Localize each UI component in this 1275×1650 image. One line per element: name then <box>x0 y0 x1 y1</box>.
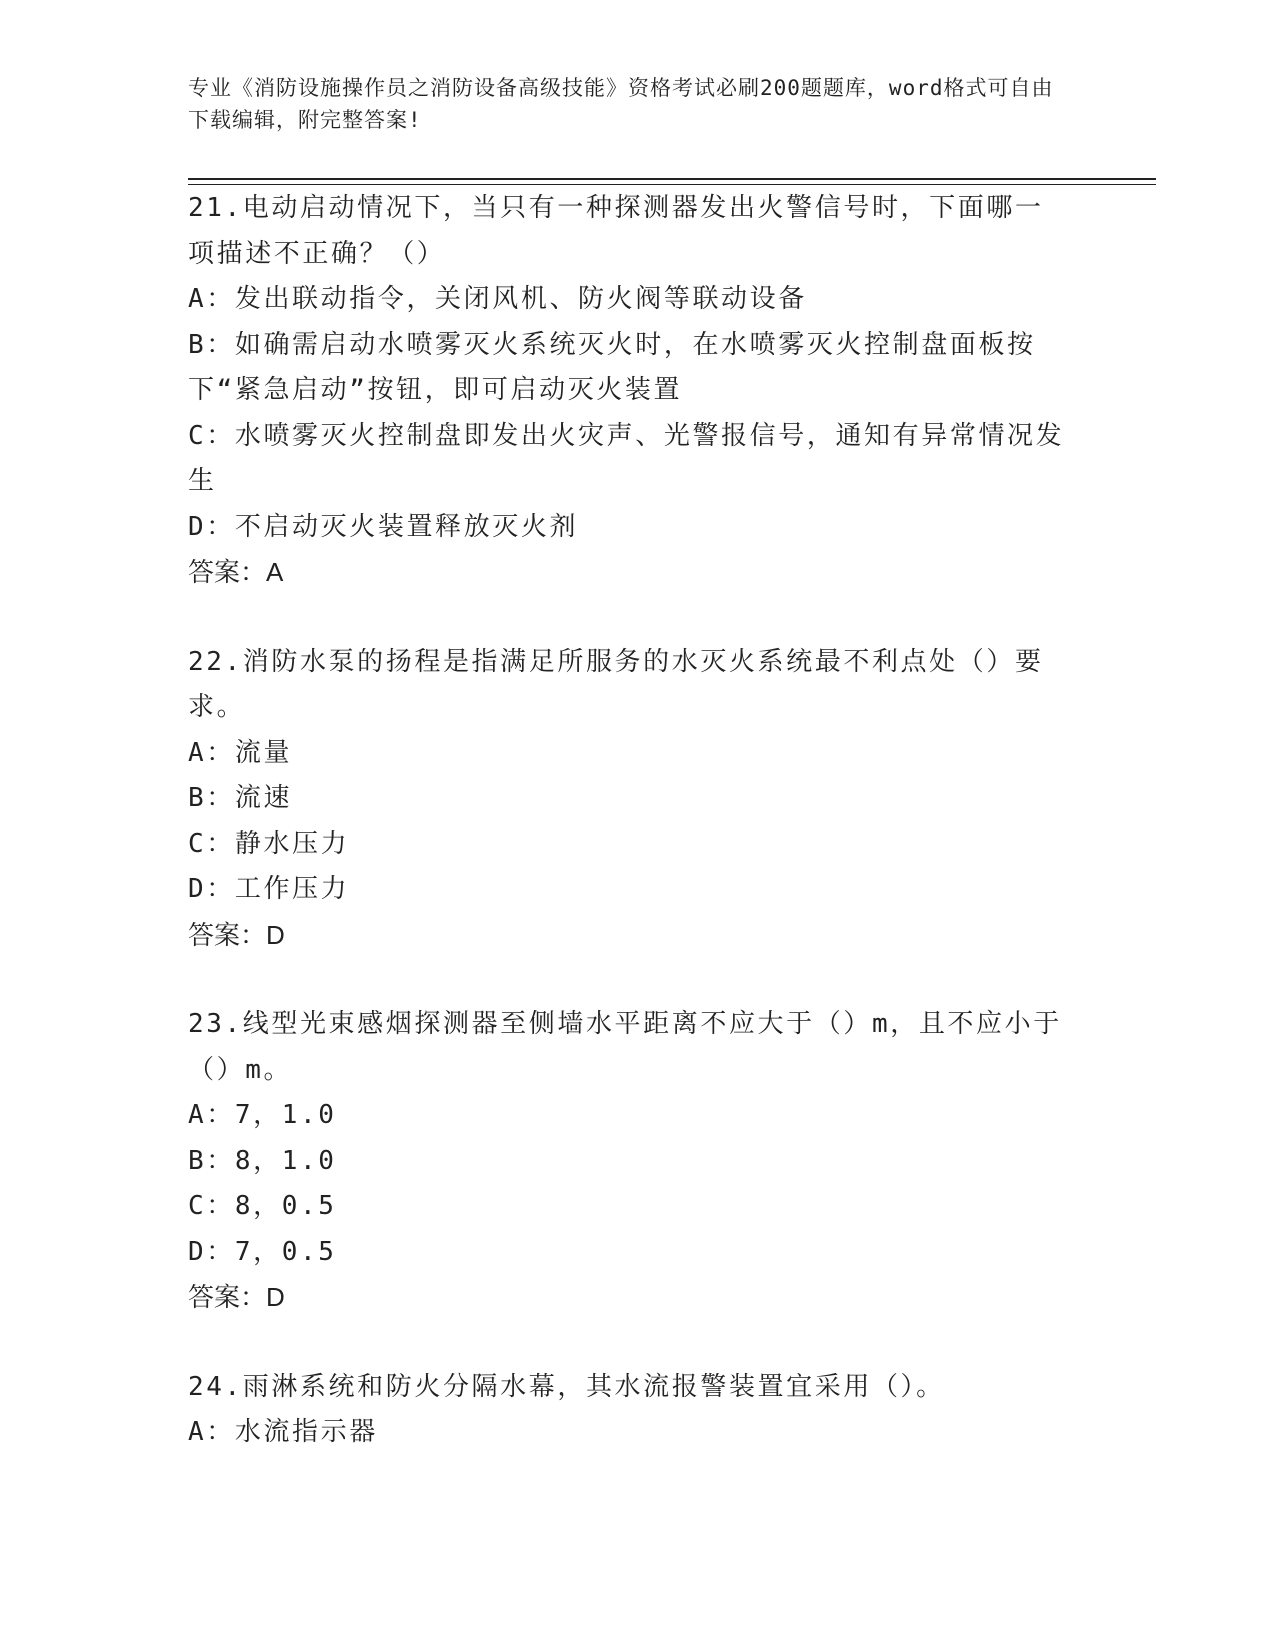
question-stem: 22.消防水泵的扬程是指满足所服务的水灭火系统最不利点处（）要求。 <box>188 646 1044 722</box>
question-stem: 24.雨淋系统和防火分隔水幕，其水流报警装置宜采用（）。 <box>188 1371 945 1402</box>
question-22 <box>188 640 1068 959</box>
option-b: B：8，1.0 <box>188 1145 337 1176</box>
option-a: A：7，1.0 <box>188 1100 337 1130</box>
question-23 <box>188 1002 1068 1321</box>
option-d: D：7，0.5 <box>188 1236 337 1267</box>
question-stem: 23.线型光束感烟探测器至侧墙水平距离不应大于（）m，且不应小于（）m。 <box>188 1009 1062 1085</box>
header-divider-thick <box>188 178 1156 180</box>
option-a: A：水流指示器 <box>188 1417 378 1447</box>
option-c: C：8，0.5 <box>188 1191 337 1221</box>
answer-line: 答案：D <box>188 919 285 950</box>
header-divider-thin <box>188 184 1156 185</box>
question-stem: 21.电动启动情况下，当只有一种探测器发出火警信号时，下面哪一项描述不正确？（） <box>188 193 1044 269</box>
option-c: C：静水压力 <box>188 828 350 859</box>
option-d: D：工作压力 <box>188 874 350 904</box>
question-21 <box>188 186 1068 596</box>
option-d: D：不启动灭火装置释放灭火剂 <box>188 511 579 542</box>
option-a: A：发出联动指令，关闭风机、防火阀等联动设备 <box>188 284 807 314</box>
question-24 <box>188 1365 1068 1456</box>
option-b: B：流速 <box>188 783 293 813</box>
answer-line: 答案：A <box>188 557 284 587</box>
option-b: B：如确需启动水喷雾灭火系统灭火时，在水喷雾灭火控制盘面板按下“紧急启动”按钮，即可启动灭火装置 <box>188 329 1036 405</box>
option-a: A：流量 <box>188 737 293 768</box>
answer-line: 答案：D <box>188 1282 285 1312</box>
question-list <box>188 186 1068 1500</box>
option-c: C：水喷雾灭火控制盘即发出火灾声、光警报信号，通知有异常情况发生 <box>188 420 1065 496</box>
document-header-intro: 专业《消防设施操作员之消防设备高级技能》资格考试必刷200题题库，word格式可自由下载编辑，附完整答案! <box>188 76 1054 132</box>
